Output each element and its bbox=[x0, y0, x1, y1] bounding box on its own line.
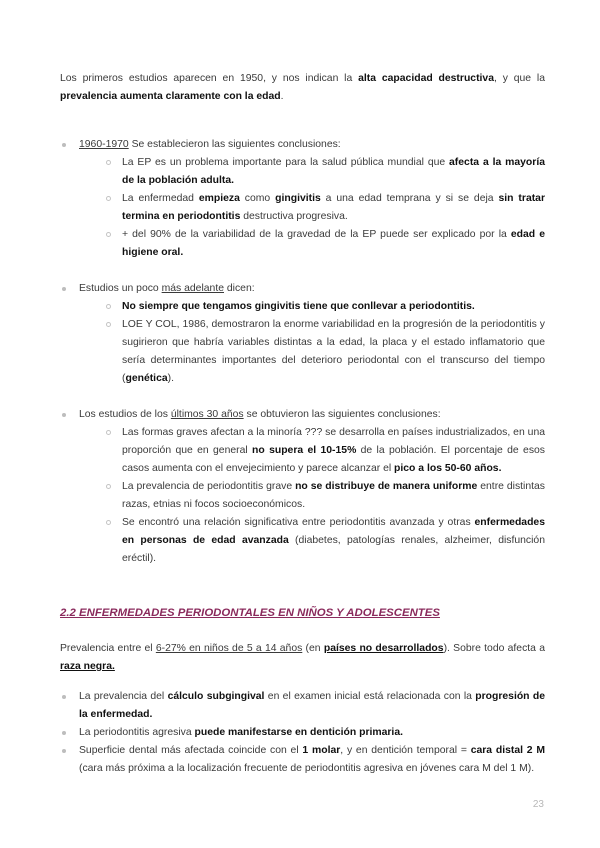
prevalence-paragraph: Prevalencia entre el 6-27% en niños de 5 a 14 años (en países no desarrollados). Sobre todo afecta a raza negra. bbox=[60, 643, 545, 672]
page-number: 23 bbox=[532, 799, 544, 810]
list-item: Se encontró una relación significativa entre periodontitis avanzada y otras enfermedades en personas de edad avanzada (diabetes, patologías renales, alzheimer, disfunción eréctil). bbox=[103, 514, 545, 568]
list-item: Las formas graves afectan a la minoría ??? se desarrolla en países industrializados, en una proporción que en general no supera el 10-15% de la población. El porcentaje de esos casos aumenta con el envejecimiento y parece alcanzar el pico a los 50-60 años. bbox=[103, 424, 545, 478]
list-item: La EP es un problema importante para la salud pública mundial que afecta a la mayoría de la población adulta. bbox=[103, 154, 545, 190]
intro-paragraph: Los primeros estudios aparecen en 1950, y nos indican la alta capacidad destructiva, y que la prevalencia aumenta claramente con la edad. bbox=[60, 73, 545, 102]
list-item: No siempre que tengamos gingivitis tiene que conllevar a periodontitis. bbox=[103, 298, 545, 316]
section-mas-adelante bbox=[60, 280, 545, 388]
list-item: 1960-1970 Se establecieron las siguientes conclusiones: La EP es un problema importante para la salud pública mundial que afecta a la mayoría de la población adulta. La enfermedad empieza como gingivitis a una edad temprana y si se deja sin tratar termina en periodontitis destructiva progresiva. + del 90% de la variabilidad de la gravedad de la EP puede ser explicado por la edad e higiene oral. bbox=[60, 136, 545, 262]
list-item: Los estudios de los últimos 30 años se obtuvieron las siguientes conclusiones: Las formas graves afectan a la minoría ??? se desarrolla en países industrializados, en una proporción que en general no supera el 10-15% de la población. El porcentaje de esos casos aumenta con el envejecimiento y parece alcanzar el pico a los 50-60 años. La prevalencia de periodontitis grave no se distribuye de manera uniforme entre distintas razas, etnias ni focos socioeconómicos. Se encontró una relación significativa entre periodontitis avanzada y otras enfermedades en personas de edad avanzada (diabetes, patologías renales, alzheimer, disfunción eréctil). bbox=[60, 406, 545, 568]
section-ultimos-30-anos bbox=[60, 406, 545, 568]
section-1960-1970 bbox=[60, 136, 545, 262]
document-body bbox=[60, 70, 545, 778]
list-item: La prevalencia de periodontitis grave no se distribuye de manera uniforme entre distintas razas, etnias ni focos socioeconómicos. bbox=[103, 478, 545, 514]
list-item: La periodontitis agresiva puede manifestarse en dentición primaria. bbox=[60, 724, 545, 742]
section-ninos bbox=[60, 688, 545, 778]
list-item: + del 90% de la variabilidad de la gravedad de la EP puede ser explicado por la edad e higiene oral. bbox=[103, 226, 545, 262]
list-item: Superficie dental más afectada coincide con el 1 molar, y en dentición temporal = cara distal 2 M (cara más próxima a la localización frecuente de periodontitis agresiva en jóvenes cara M del 1 M). bbox=[60, 742, 545, 778]
section-heading: 2.2 ENFERMEDADES PERIODONTALES EN NIÑOS Y ADOLESCENTES bbox=[60, 607, 440, 619]
list-item: La prevalencia del cálculo subgingival en el examen inicial está relacionada con la progresión de la enfermedad. bbox=[60, 688, 545, 724]
list-item: Estudios un poco más adelante dicen: No siempre que tengamos gingivitis tiene que conllevar a periodontitis. LOE Y COL, 1986, demostraron la enorme variabilidad en la progresión de la periodontitis y sugirieron que habría variables distintas a la edad, la placa y el estado inflamatorio que sería determinantes importantes del deterioro periodontal con el transcurso del tiempo (genética). bbox=[60, 280, 545, 388]
list-item: LOE Y COL, 1986, demostraron la enorme variabilidad en la progresión de la periodontitis y sugirieron que habría variables distintas a la edad, la placa y el estado inflamatorio que sería determinantes importantes del deterioro periodontal con el transcurso del tiempo (genética). bbox=[103, 316, 545, 388]
list-item: La enfermedad empieza como gingivitis a una edad temprana y si se deja sin tratar termina en periodontitis destructiva progresiva. bbox=[103, 190, 545, 226]
